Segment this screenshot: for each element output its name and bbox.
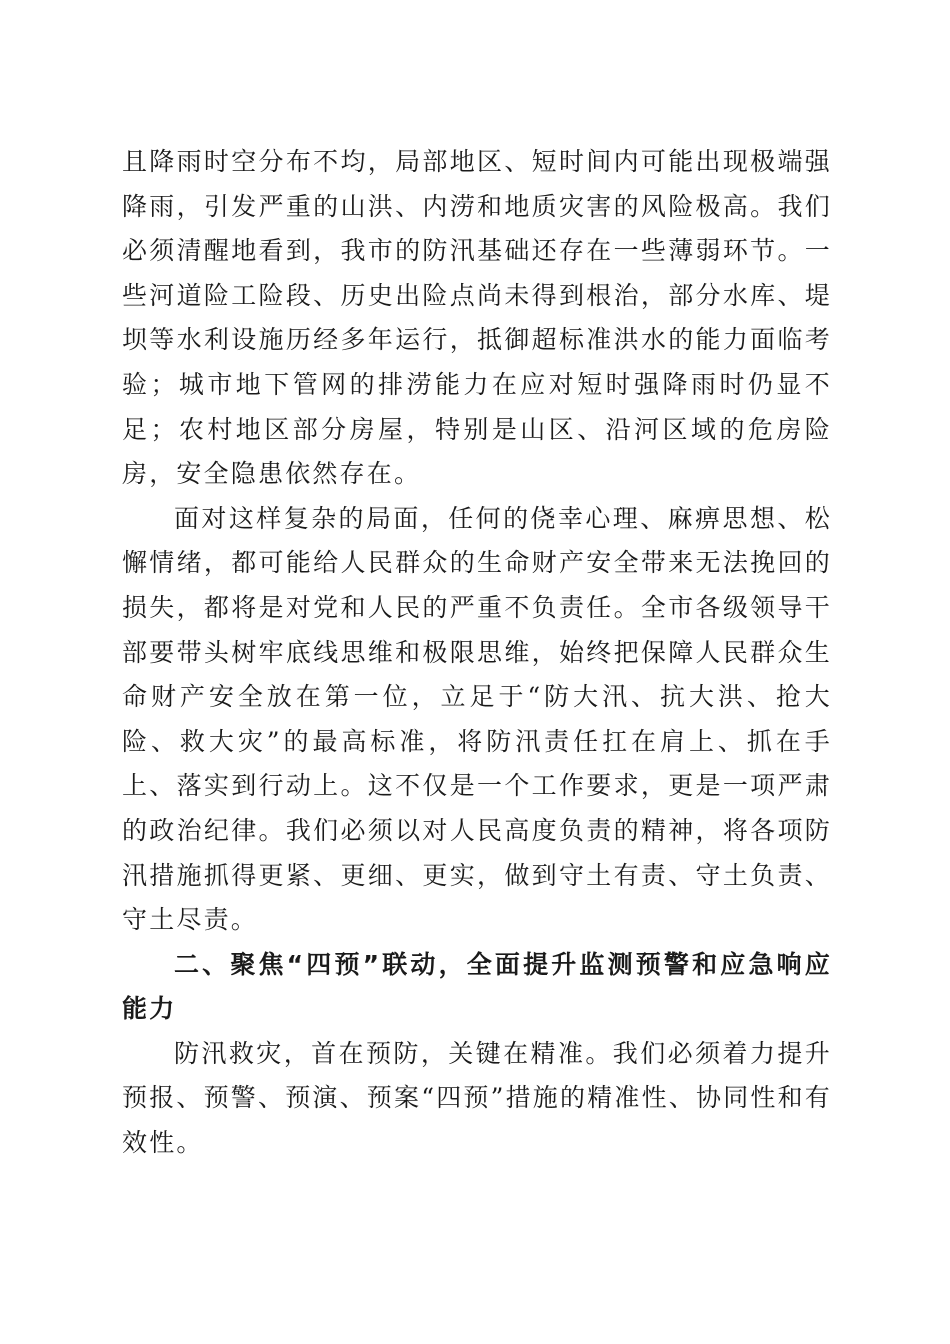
paragraph-responsibility: 面对这样复杂的局面，任何的侥幸心理、麻痹思想、松懈情绪，都可能给人民群众的生命财产安全带来无法挽回的损失，都将是对党和人民的严重不负责任。全市各级领导干部要带头树牢底线思维和极限思维，始终把保障人民群众生命财产安全放在第一位，立足于“防大汛、抗大洪、抢大险、救大灾”的最高标准，将防汛责任扛在肩上、抓在手上、落实到行动上。这不仅是一个工作要求，更是一项严肃的政治纪律。我们必须以对人民高度负责的精神，将各项防汛措施抓得更紧、更细、更实，做到守土有责、守土负责、守土尽责。 <box>122 503 832 935</box>
paragraph-flood-risk: 且降雨时空分布不均，局部地区、短时间内可能出现极端强降雨，引发严重的山洪、内涝和地质灾害的风险极高。我们必须清醒地看到，我市的防汛基础还存在一些薄弱环节。一些河道险工险段、历史出险点尚未得到根治，部分水库、堤坝等水利设施历经多年运行，抵御超标准洪水的能力面临考验；城市地下管网的排涝能力在应对短时强降雨时仍显不足；农村地区部分房屋，特别是山区、沿河区域的危房险房，安全隐患依然存在。 <box>122 147 832 489</box>
section-heading-four-predictions: 二、聚焦“四预”联动，全面提升监测预警和应急响应能力 <box>122 949 832 1024</box>
paragraph-prevention: 防汛救灾，首在预防，关键在精准。我们必须着力提升预报、预警、预演、预案“四预”措施的精准性、协同性和有效性。 <box>122 1038 832 1158</box>
document-body <box>122 140 832 1166</box>
